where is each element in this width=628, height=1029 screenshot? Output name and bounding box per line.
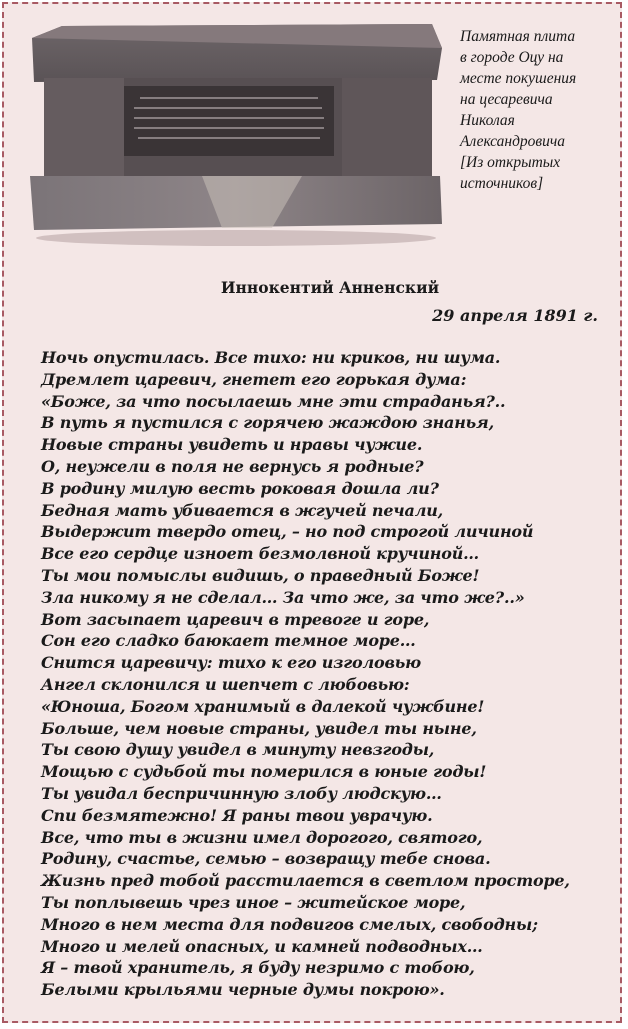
page-sheet [2,2,622,1023]
poem-line: Все, что ты в жизни имел дорогого, святого, [41,827,483,847]
poem-line: Больше, чем новые страны, увидел ты ныне, [41,718,477,738]
memorial-plaque-photo [22,18,450,248]
poem-line: Родину, счастье, семью – возвращу тебе снова. [41,849,491,869]
poem-line: Вот засыпает царевич в тревоге и горе, [41,609,430,629]
poem-line: Мощью с судьбой ты померился в юные годы! [41,762,487,782]
poem-line: Новые страны увидеть и нравы чужие. [41,435,423,455]
poem-line: «Боже, за что посылаешь мне эти страданья?.. [41,391,506,411]
poem-line: Много в нем места для подвигов смелых, свободны; [41,914,538,934]
poem-author: Иннокентий Анненский [220,278,440,297]
poem-line: Ты поплывешь чрез иное – житейское море, [41,892,466,912]
poem-line: Ты свою душу увидел в минуту невзгоды, [41,740,435,760]
poem-line: Снится царевичу: тихо к его изголовью [41,653,421,673]
poem-line: Ночь опустилась. Все тихо: ни криков, ни шума. [41,348,501,367]
poem-text [41,347,616,1001]
poem-line: Спи безмятежно! Я раны твои уврачую. [41,805,433,825]
poem-date: 29 апреля 1891 г. [432,306,598,325]
poem-line: Сон его сладко баюкает темное море… [41,631,416,651]
poem-line: Бедная мать убивается в жгучей печали, [41,500,444,520]
poem-line: Жизнь пред тобой расстилается в светлом просторе, [41,871,570,891]
poem-line: Зла никому я не сделал… За что же, за что же?..» [41,587,525,607]
poem-line: В родину милую весть роковая дошла ли? [41,478,439,498]
poem-line: «Юноша, Богом хранимый в далекой чужбине! [41,696,485,716]
poem-line: Белыми крыльями черные думы покрою». [41,980,445,1000]
poem-line: В путь я пустился с горячею жаждою знанья, [41,413,494,433]
poem-line: Я – твой хранитель, я буду незримо с тобою, [41,958,475,978]
poem-line: О, неужели в поля не вернусь я родные? [41,456,424,476]
poem-line: Выдержит твердо отец, – но под строгой личиной [41,522,534,542]
poem-line: Ангел склонился и шепчет с любовью: [41,674,410,694]
poem-line: Дремлет царевич, гнетет его горькая дума: [41,369,467,389]
photo-caption: Памятная плита в городе Оцу на месте покушения на цесаревича Николая Александровича [Из открытых источников] [460,28,577,192]
poem-line: Ты увидал беспричинную злобу людскую… [41,783,442,803]
poem-line: Все его сердце изноет безмолвной кручиной… [41,544,479,564]
poem-line: Много и мелей опасных, и камней подводных… [41,936,483,956]
poem-line: Ты мои помыслы видишь, о праведный Боже! [41,565,480,585]
